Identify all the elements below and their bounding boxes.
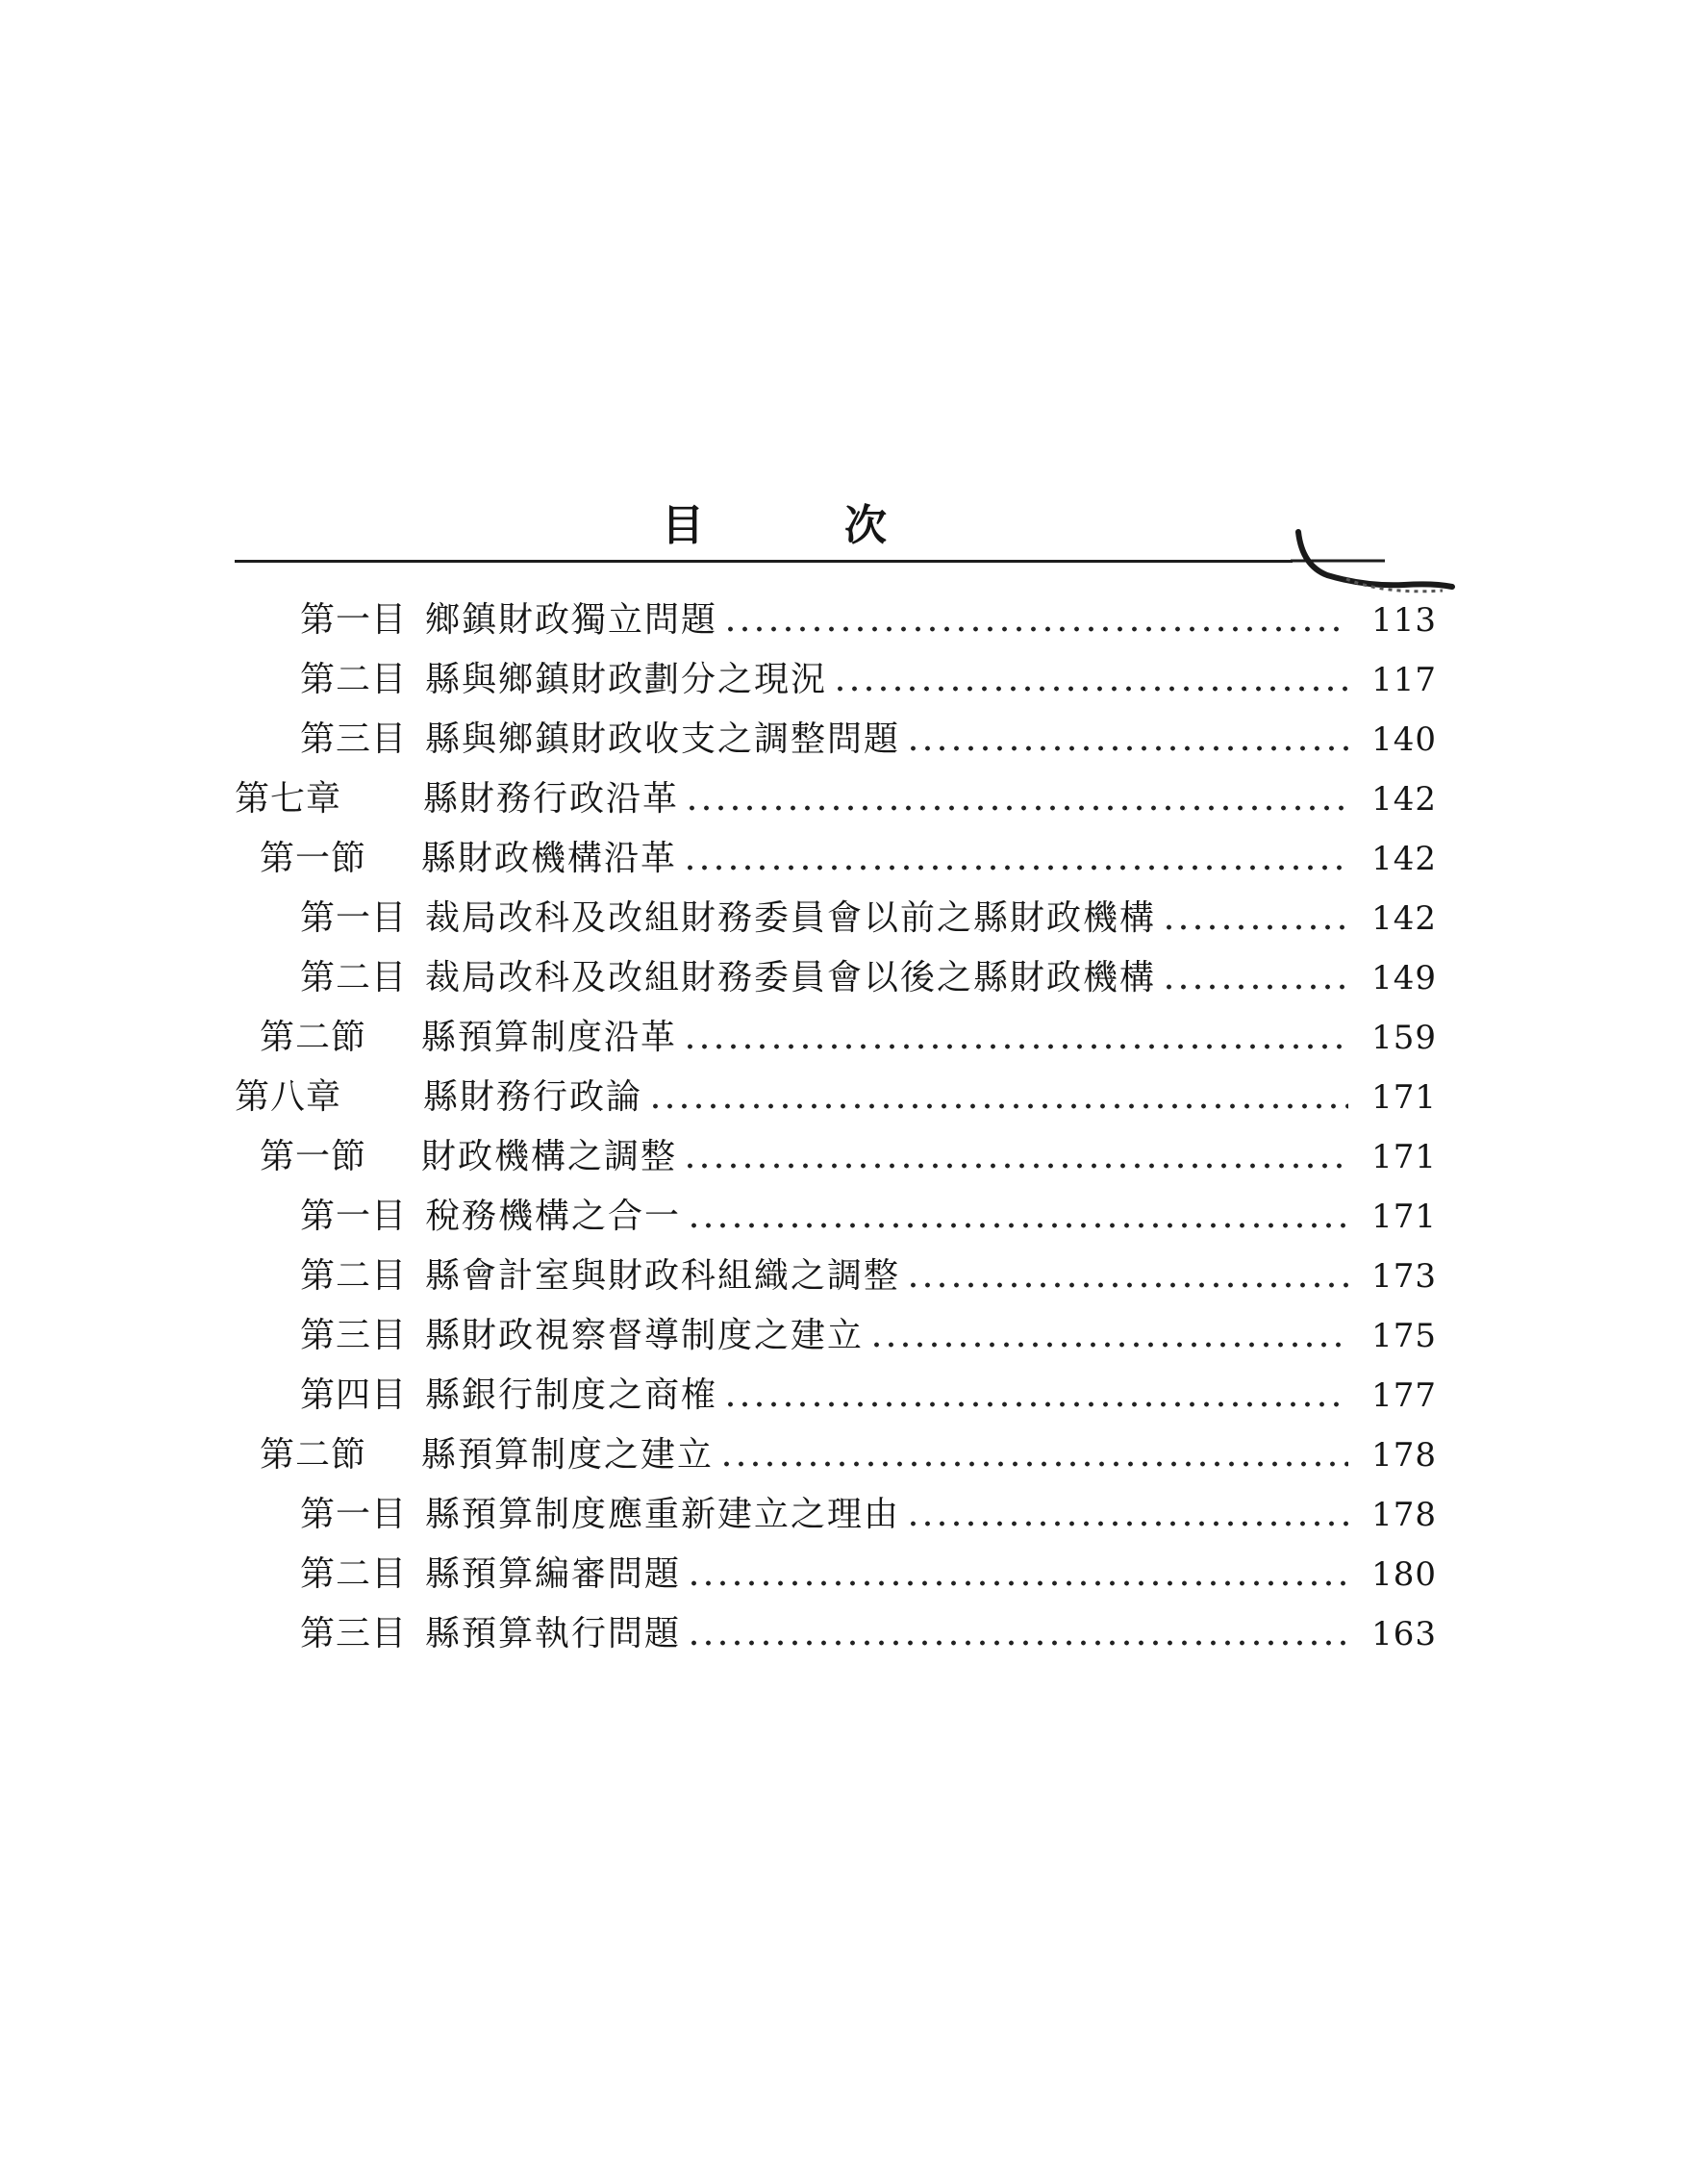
toc-entry — [300, 1372, 1437, 1420]
dot-leader — [833, 656, 1348, 704]
dot-leader — [1162, 954, 1348, 1002]
toc-entry-title: 鄉鎮財政獨立問題 — [425, 600, 718, 640]
toc-entry-page-number: 173 — [1371, 1257, 1437, 1296]
dot-leader — [683, 1133, 1348, 1181]
toc-entry-page-number: 140 — [1371, 720, 1437, 759]
toc-entry-page-number: 180 — [1371, 1555, 1437, 1594]
dot-leader — [683, 1014, 1348, 1062]
toc-entry-number: 第三目 — [300, 1316, 408, 1355]
toc-entry — [235, 1073, 1437, 1122]
dot-leader — [906, 1252, 1348, 1300]
toc-entry-page-number: 171 — [1371, 1078, 1437, 1117]
dot-leader — [1162, 895, 1348, 943]
toc-entry — [300, 1312, 1437, 1360]
toc-entry-title: 縣與鄉鎮財政劃分之現況 — [425, 660, 828, 699]
toc-entry-number: 第三目 — [300, 1614, 408, 1653]
toc-entry-title: 稅務機構之合一 — [425, 1197, 682, 1236]
toc-entry-title: 縣與鄉鎮財政收支之調整問題 — [425, 719, 901, 759]
toc-entry-page-number: 163 — [1371, 1615, 1437, 1653]
toc-entry-page-number: 177 — [1371, 1376, 1437, 1415]
toc-entry — [260, 1014, 1437, 1062]
toc-entry-number: 第二目 — [300, 1554, 408, 1594]
toc-entry-title: 裁局改科及改組財務委員會以後之縣財政機構 — [425, 958, 1157, 997]
dot-leader — [723, 1372, 1348, 1420]
toc-entry — [300, 1193, 1437, 1241]
dot-leader — [723, 596, 1348, 644]
dot-leader — [687, 1610, 1348, 1658]
dot-leader — [685, 775, 1348, 823]
toc-entry — [300, 1491, 1437, 1539]
toc-entry — [300, 954, 1437, 1002]
dot-leader — [687, 1551, 1348, 1599]
toc-entry-title: 縣預算執行問題 — [425, 1614, 682, 1653]
toc-entry-number: 第二節 — [260, 1018, 367, 1057]
dot-leader — [648, 1073, 1348, 1122]
toc-entry-number: 第三目 — [300, 719, 408, 759]
toc-entry-page-number: 175 — [1371, 1317, 1437, 1355]
toc-entry-page-number: 159 — [1371, 1019, 1437, 1057]
toc-entry-title: 縣財務行政沿革 — [423, 779, 680, 819]
toc-entry-page-number: 178 — [1371, 1496, 1437, 1534]
toc-entry-title: 縣財務行政論 — [423, 1077, 643, 1117]
toc-entry-page-number: 142 — [1371, 899, 1437, 938]
toc-entry — [300, 1610, 1437, 1658]
toc-entry-title: 縣財政機構沿革 — [421, 839, 678, 878]
toc-entry-number: 第二目 — [300, 958, 408, 997]
toc-entry — [300, 1551, 1437, 1599]
toc-entry-page-number: 142 — [1371, 780, 1437, 819]
dot-leader — [719, 1431, 1348, 1479]
toc-entry — [300, 716, 1437, 764]
dot-leader — [683, 835, 1348, 883]
toc-entry-page-number: 117 — [1371, 661, 1437, 699]
toc-entry-number: 第一目 — [300, 1495, 408, 1534]
toc-entry-page-number: 171 — [1371, 1198, 1437, 1236]
toc-entry — [260, 835, 1437, 883]
toc-entry-title: 縣預算編審問題 — [425, 1554, 682, 1594]
toc-entry-title: 財政機構之調整 — [421, 1137, 678, 1176]
toc-entry-number: 第一目 — [300, 1197, 408, 1236]
dot-leader — [687, 1193, 1348, 1241]
toc-entry-number: 第一節 — [260, 1137, 367, 1176]
toc-entry-number: 第四目 — [300, 1375, 408, 1415]
dot-leader — [906, 716, 1348, 764]
toc-entry-page-number: 178 — [1371, 1436, 1437, 1475]
toc-entry-number: 第二目 — [300, 1256, 408, 1296]
toc-entry — [260, 1133, 1437, 1181]
toc-entry-number: 第七章 — [235, 779, 342, 819]
toc-entry-number: 第二節 — [260, 1435, 367, 1475]
toc-entry-title: 縣會計室與財政科組織之調整 — [425, 1256, 901, 1296]
toc-entry-title: 裁局改科及改組財務委員會以前之縣財政機構 — [425, 898, 1157, 938]
header-title-left: 目 — [662, 501, 706, 550]
toc-entry-number: 第二目 — [300, 660, 408, 699]
header-title-right: 次 — [844, 501, 889, 550]
toc-entry-number: 第八章 — [235, 1077, 342, 1117]
dot-leader — [869, 1312, 1348, 1360]
toc-entry-number: 第一節 — [260, 839, 367, 878]
toc-entry-title: 縣銀行制度之商榷 — [425, 1375, 718, 1415]
toc-entry-number: 第一目 — [300, 898, 408, 938]
toc-entry — [300, 656, 1437, 704]
dot-leader — [906, 1491, 1348, 1539]
toc-entry-page-number: 113 — [1371, 601, 1437, 640]
toc-entry-number: 第一目 — [300, 600, 408, 640]
toc-entry-page-number: 142 — [1371, 840, 1437, 878]
toc-entry — [300, 1252, 1437, 1300]
toc-entry — [300, 596, 1437, 644]
toc-entry — [260, 1431, 1437, 1479]
torn-edge-mark — [1289, 527, 1462, 604]
toc-entry — [300, 895, 1437, 943]
toc-entry-title: 縣財政視察督導制度之建立 — [425, 1316, 865, 1355]
toc-entry-title: 縣預算制度應重新建立之理由 — [425, 1495, 901, 1534]
toc-entry-title: 縣預算制度沿革 — [421, 1018, 678, 1057]
toc-entry-page-number: 171 — [1371, 1138, 1437, 1176]
toc-entry — [235, 775, 1437, 823]
toc-entry-page-number: 149 — [1371, 959, 1437, 997]
toc-entry-title: 縣預算制度之建立 — [421, 1435, 715, 1475]
header-rule — [235, 560, 1293, 563]
